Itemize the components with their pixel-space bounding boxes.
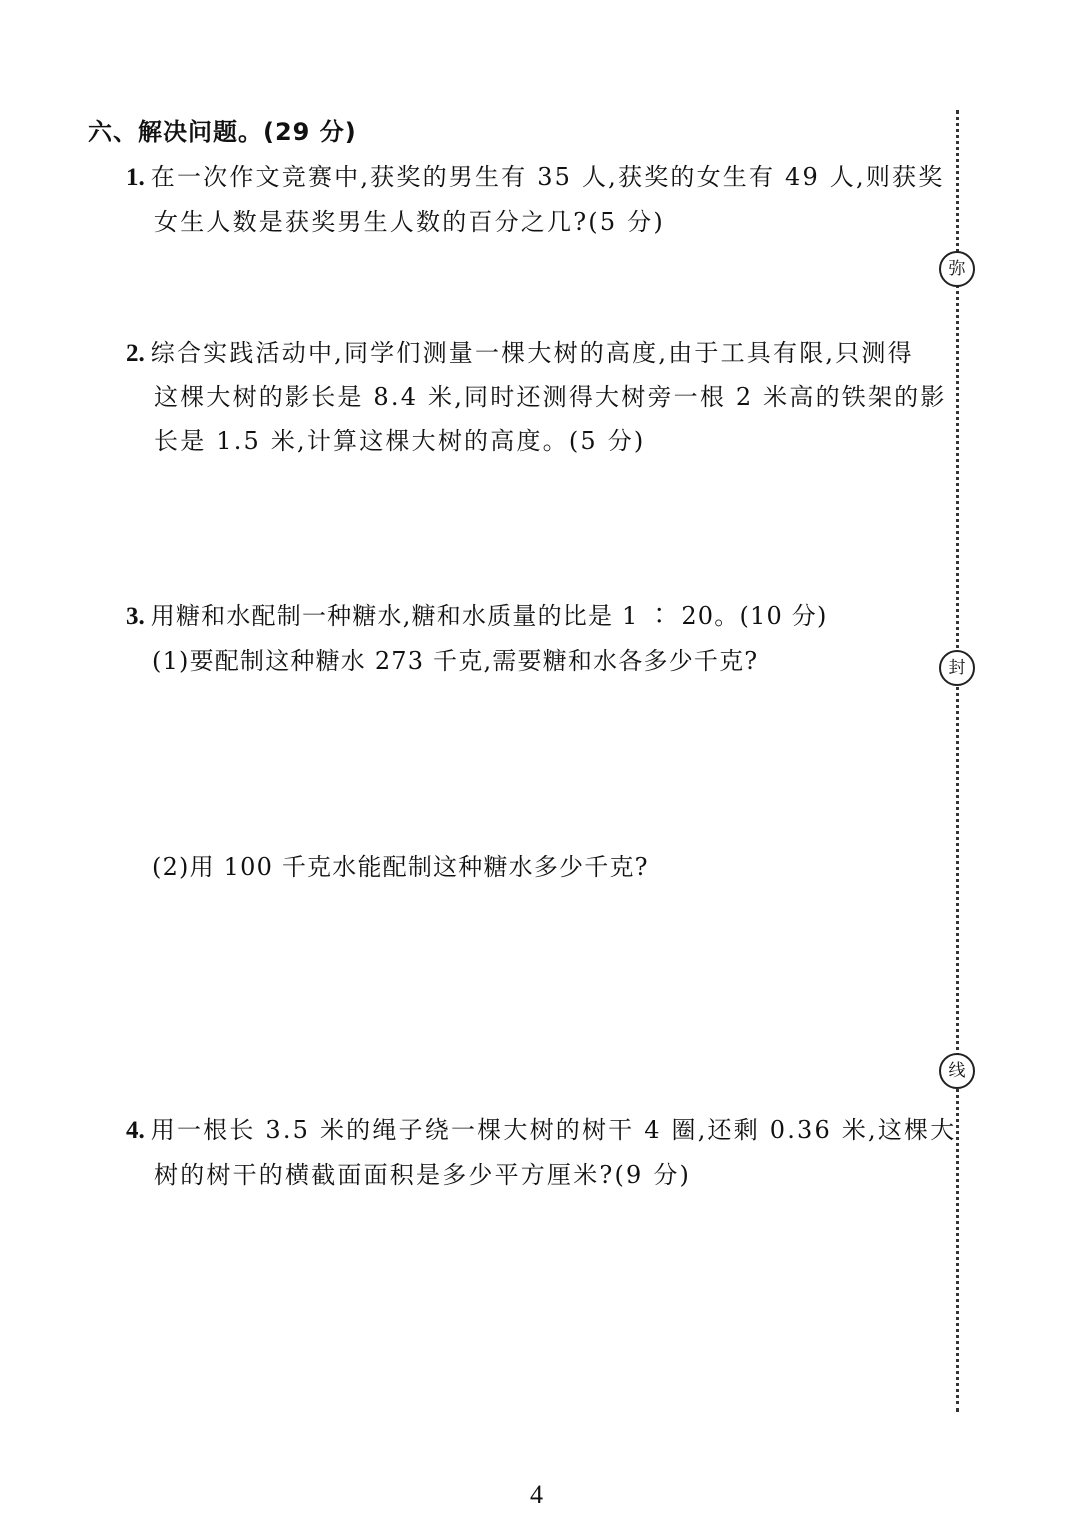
question-4-number: 4. [126,1117,145,1144]
question-3-line-1 [126,596,828,631]
question-3-number: 3. [126,603,145,630]
page-number: 4 [530,1480,543,1509]
question-1-line-1 [126,157,944,192]
question-2-number: 2. [126,340,145,367]
question-1-number: 1. [126,164,145,191]
question-4-line-2: 树的树干的横截面面积是多少平方厘米?(9 分) [154,1161,692,1189]
question-3-sub-2: (2)用 100 千克水能配制这种糖水多少千克? [152,853,649,881]
question-2-line-1 [126,333,914,368]
question-2-line-3: 长是 1.5 米,计算这棵大树的高度。(5 分) [154,427,646,455]
binding-dotted-line [956,110,959,1412]
binding-mark-xian: 线 [939,1053,975,1089]
question-1-line-2: 女生人数是获奖男生人数的百分之几?(5 分) [154,208,665,236]
question-3-text: 用糖和水配制一种糖水,糖和水质量的比是 1 ∶ 20。(10 分) [150,602,828,630]
section-title: 六、解决问题。(29 分) [88,118,357,146]
question-2-text: 综合实践活动中,同学们测量一棵大树的高度,由于工具有限,只测得 [150,339,914,367]
question-3-sub-1: (1)要配制这种糖水 273 千克,需要糖和水各多少千克? [152,647,759,675]
binding-mark-mi: 弥 [939,251,975,287]
question-2-line-2: 这棵大树的影长是 8.4 米,同时还测得大树旁一根 2 米高的铁架的影 [154,383,947,411]
question-4-line-1 [126,1110,956,1145]
question-4-text: 用一根长 3.5 米的绳子绕一棵大树的树干 4 圈,还剩 0.36 米,这棵大 [150,1116,957,1144]
binding-mark-feng: 封 [939,650,975,686]
question-1-text: 在一次作文竞赛中,获奖的男生有 35 人,获奖的女生有 49 人,则获奖 [150,163,945,191]
